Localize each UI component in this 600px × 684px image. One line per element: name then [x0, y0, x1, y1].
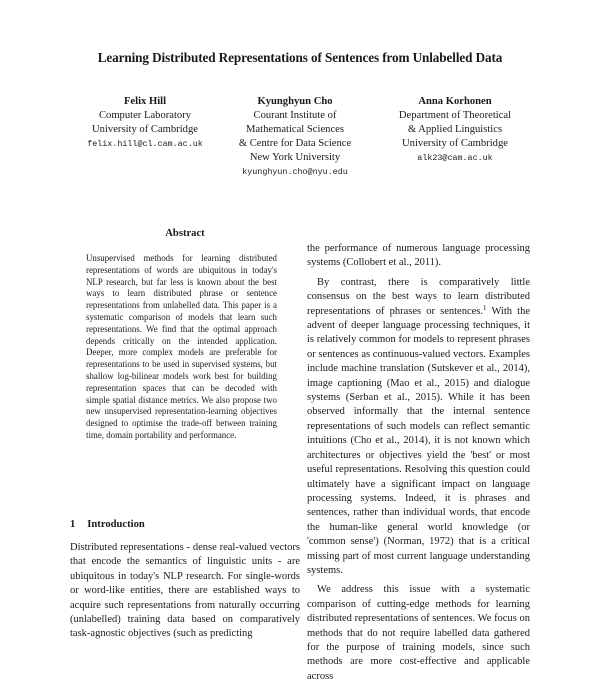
author-affiliation: University of Cambridge — [92, 124, 198, 135]
author-affiliation: Department of Theoretical — [398, 110, 512, 121]
introduction-paragraph: Distributed representations - dense real-valued vectors that encode the semantics of linguistic units - are ubiquitous in today's NLP research. For single-words or word-like entities, there are established ways to acquire such representations from naturally occurring (unlabelled) training data based on comparatively task-agnostic objectives (such as predicting — [70, 542, 300, 640]
paragraph-text: By contrast, there is comparatively little consensus on the best ways to learn distributed representations of phrases or sentences. — [307, 276, 530, 317]
author-affiliation: Mathematical Sciences — [246, 124, 344, 135]
author-block-cho — [220, 95, 370, 180]
author-name: Kyunghyun Cho — [257, 96, 333, 107]
author-block-hill — [70, 95, 220, 152]
section-number: 1 — [70, 519, 76, 530]
author-affiliation: & Applied Linguistics — [407, 124, 503, 135]
author-affiliation: Computer Laboratory — [98, 110, 192, 121]
paragraph-text: With the advent of deeper language processing techniques, it is relatively common for models to represent phrases or sentences as continuous-valued vectors. Examples include machine translation (Sutskever et al., 2014), image captioning (Mao et al., 2015) and dialogue systems (Serban et al., 2015). While it has been observed informally that the internal sentence representations of such models can reflect semantic intuitions (Cho et al., 2014), it is not known which architectures or objectives yield the 'best' or most useful representations. Resolving this question could ultimately have a significant impact on language processing systems. Indeed, it is phrases and sentences, rather than individual words, that encode the human-like general world knowledge (or 'common sense') (Norman, 1972) that is a critical missing part of most current language understanding systems. — [307, 305, 530, 576]
author-email: alk23@cam.ac.uk — [417, 153, 493, 163]
paper-title: Learning Distributed Representations of Sentences from Unlabelled Data — [97, 50, 503, 65]
author-email: felix.hill@cl.cam.ac.uk — [87, 139, 203, 149]
abstract-heading: Abstract — [165, 228, 205, 239]
abstract-text: Unsupervised methods for learning distributed representations of words are ubiquitous in today's NLP research, but far less is known about the best ways to learn distributed phrase or sentence representations from unlabelled data. This paper is a systematic comparison of models that learn such representations. We find that the optimal approach depends critically on the intended application. Deeper, more complex models are preferable for representations to be used in supervised systems, but shallow log-bilinear models work best for building representation spaces that can be decoded with simple spatial distance metrics. We also propose two new unsupervised representation-learning objectives designed to optimise the trade-off between training time, domain portability and performance. — [86, 253, 277, 440]
author-affiliation: Courant Institute of — [253, 110, 337, 121]
author-affiliation: University of Cambridge — [402, 138, 508, 149]
author-affiliation: & Centre for Data Science — [238, 138, 352, 149]
author-email: kyunghyun.cho@nyu.edu — [242, 167, 348, 177]
author-affiliation: New York University — [249, 152, 341, 163]
author-name: Felix Hill — [123, 96, 167, 107]
author-name: Anna Korhonen — [418, 96, 492, 107]
author-block-korhonen — [375, 95, 535, 166]
right-paragraph-2 — [307, 276, 530, 579]
right-paragraph-1: the performance of numerous language processing systems (Collobert et al., 2011). — [307, 243, 530, 269]
section-heading-introduction — [70, 519, 145, 530]
right-column — [307, 242, 530, 684]
right-paragraph-3: We address this issue with a systematic comparison of cutting-edge methods for learning distributed representations of sentences. We focus on methods that do not require labelled data gathered for the purpose of training models, since such methods are more cost-effective and applicable across — [307, 584, 530, 682]
footnote-marker[interactable]: 1 — [482, 303, 487, 312]
section-title: Introduction — [87, 519, 145, 530]
